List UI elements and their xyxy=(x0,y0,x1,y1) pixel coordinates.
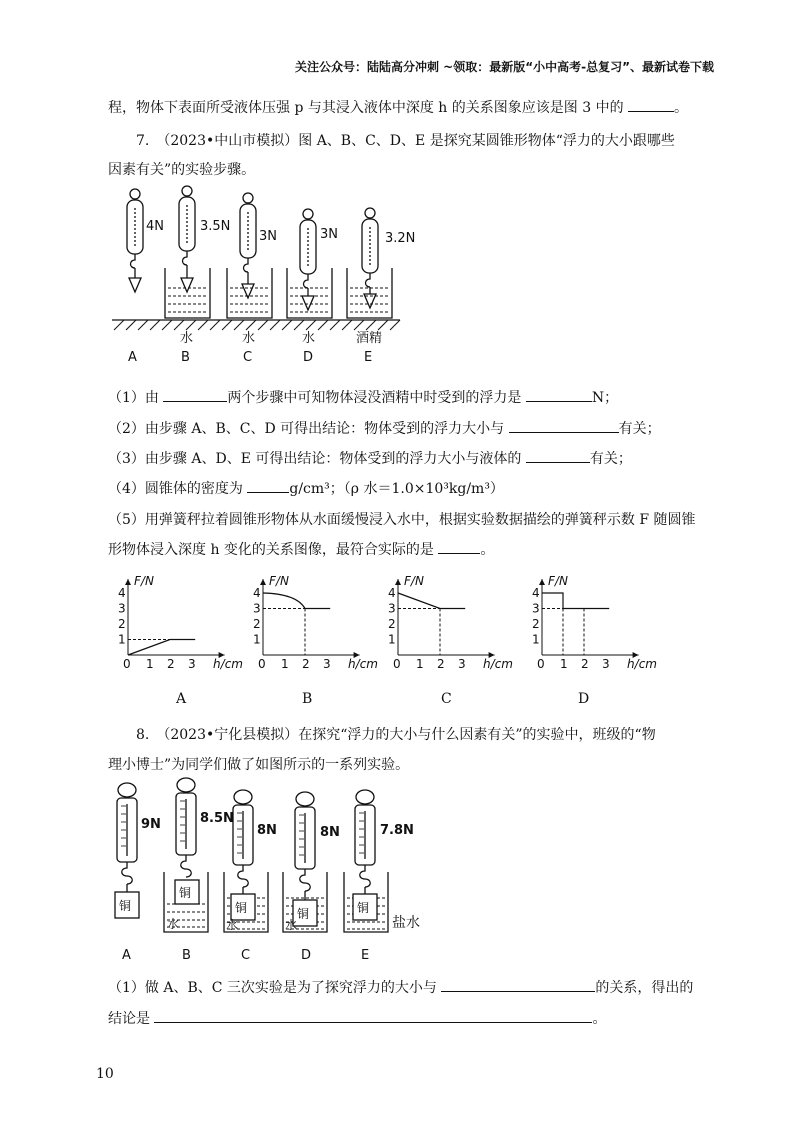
y-axis-label: F/N xyxy=(134,574,154,589)
x-tick-label: 2 xyxy=(302,657,310,671)
label-a: A xyxy=(128,350,137,365)
liquid-e: 酒精 xyxy=(356,331,383,346)
series-line xyxy=(128,640,195,656)
x-tick-label: 3 xyxy=(602,657,610,671)
label-b: B xyxy=(182,948,191,963)
text: 形物体浸入深度 h 变化的关系图像，最符合实际的是 xyxy=(108,542,434,558)
text: N； xyxy=(591,390,619,406)
y-axis-label: F/N xyxy=(548,574,568,589)
y-tick-label: 3 xyxy=(388,601,396,616)
y-tick-label: 1 xyxy=(253,632,261,647)
graph-option-d: D xyxy=(578,691,590,707)
y-tick-label: 1 xyxy=(388,632,396,647)
q8-stem-1: 8. （2023•宁化县模拟）在探究“浮力的大小与什么因素有关”的实验中，班级的“物 xyxy=(136,727,656,743)
label-c: C xyxy=(241,948,251,963)
salt-water-label: 盐水 xyxy=(392,915,420,931)
q7-part-3 xyxy=(108,448,632,468)
page-number: 10 xyxy=(96,1066,114,1082)
q8-experiment-figure xyxy=(0,776,800,966)
copper-block-c: 铜 xyxy=(235,901,248,915)
q7-graph-options xyxy=(0,564,800,674)
text: 。 xyxy=(592,1011,607,1027)
q8-part-1 xyxy=(108,977,693,997)
y-tick-label: 3 xyxy=(532,601,540,616)
y-tick-label: 4 xyxy=(388,586,396,600)
reading-a: 9N xyxy=(141,817,161,832)
q7-part-2 xyxy=(108,418,661,438)
y-axis-arrow xyxy=(539,579,545,585)
liquid-d: 水 xyxy=(302,331,316,346)
series-line xyxy=(263,593,330,609)
label-b: B xyxy=(181,350,190,365)
reading-c: 3N xyxy=(259,229,277,244)
x-tick-label: 2 xyxy=(581,657,589,671)
reading-b: 3.5N xyxy=(200,219,231,234)
answer-blank xyxy=(247,479,289,493)
text: （1）由 xyxy=(108,390,159,406)
answer-blank xyxy=(154,1009,592,1023)
x-tick-label: 1 xyxy=(560,657,568,671)
reading-e: 3.2N xyxy=(385,231,416,246)
x-tick-label: 1 xyxy=(281,657,289,671)
x-tick-label: 2 xyxy=(167,657,175,671)
y-tick-label: 4 xyxy=(118,586,126,600)
q7-stem-2: 因素有关”的实验步骤。 xyxy=(108,162,256,178)
label-e: E xyxy=(361,948,370,963)
x-axis-label: h/cm xyxy=(348,657,378,671)
q7-part-5a: （5）用弹簧秤拉着圆锥形物体从水面缓慢浸入水中，根据实验数据描绘的弹簧秤示数 F 随圆锥 xyxy=(108,512,696,528)
y-tick-label: 3 xyxy=(118,601,126,616)
y-tick-label: 2 xyxy=(118,617,126,631)
text: 有关； xyxy=(618,421,661,437)
x-tick-label: 0 xyxy=(537,657,545,671)
reading-e: 7.8N xyxy=(380,823,414,838)
label-d: D xyxy=(301,948,312,963)
label-e: E xyxy=(364,350,373,365)
text: （3）由步骤 A、D、E 可得出结论：物体受到的浮力大小与液体的 xyxy=(108,451,522,467)
series-line xyxy=(542,593,609,609)
text: （1）做 A、B、C 三次实验是为了探究浮力的大小与 xyxy=(108,980,437,996)
label-d: D xyxy=(303,350,314,365)
text: 程，物体下表面所受液体压强 p 与其浸入液体中深度 h 的关系图象应该是图 3 中的 xyxy=(108,100,624,116)
y-tick-label: 2 xyxy=(253,617,261,631)
water-label-c: 水 xyxy=(226,918,239,932)
answer-blank xyxy=(526,388,592,402)
text: 。 xyxy=(480,542,495,558)
x-axis-label: h/cm xyxy=(627,657,657,671)
answer-blank xyxy=(441,978,595,992)
y-axis-label: F/N xyxy=(404,574,424,589)
liquid-c: 水 xyxy=(242,331,256,346)
q8-stem-2: 理小博士”为同学们做了如图所示的一系列实验。 xyxy=(108,757,410,773)
y-tick-label: 4 xyxy=(253,586,261,600)
y-axis-arrow xyxy=(125,579,131,585)
x-axis-label: h/cm xyxy=(213,657,243,671)
answer-blank xyxy=(628,98,674,112)
graph-option-c: C xyxy=(441,691,452,707)
y-axis-arrow xyxy=(395,579,401,585)
x-axis-label: h/cm xyxy=(483,657,513,671)
x-tick-label: 1 xyxy=(146,657,154,671)
copper-block-d: 铜 xyxy=(297,907,310,921)
q7-part-1 xyxy=(108,387,618,407)
water-label-b: 水 xyxy=(167,917,180,931)
answer-blank xyxy=(509,419,619,433)
label-c: C xyxy=(243,350,253,365)
x-tick-label: 0 xyxy=(258,657,266,671)
y-tick-label: 2 xyxy=(532,617,540,631)
q7-part-5b xyxy=(108,539,494,559)
x-tick-label: 3 xyxy=(458,657,466,671)
text: g/cm³；（ρ 水＝1.0×10³kg/m³） xyxy=(289,481,504,497)
text: 。 xyxy=(674,100,689,116)
text: 两个步骤中可知物体浸没酒精中时受到的浮力是 xyxy=(227,390,522,406)
reading-b: 8.5N xyxy=(200,811,234,826)
copper-block-b: 铜 xyxy=(179,886,192,900)
y-tick-label: 2 xyxy=(388,617,396,631)
y-tick-label: 3 xyxy=(253,601,261,616)
reading-c: 8N xyxy=(257,823,277,838)
copper-block-a: 铜 xyxy=(119,899,132,913)
copper-block-e: 铜 xyxy=(357,901,370,915)
x-tick-label: 0 xyxy=(393,657,401,671)
x-tick-label: 2 xyxy=(437,657,445,671)
reading-d: 3N xyxy=(320,227,338,242)
graph-option-a: A xyxy=(176,691,187,707)
y-tick-label: 1 xyxy=(532,632,540,647)
q7-part-4 xyxy=(108,478,504,498)
x-tick-label: 1 xyxy=(416,657,424,671)
page-header: 关注公众号：陆陆高分冲刺 ~领取：最新版“小中高考-总复习”、最新试卷下载 xyxy=(295,60,714,74)
q8-part-1-conclusion xyxy=(108,1008,606,1028)
answer-blank xyxy=(438,540,480,554)
series-line xyxy=(398,593,465,609)
reading-d: 8N xyxy=(320,825,340,840)
q7-stem-1: 7. （2023•中山市模拟）图 A、B、C、D、E 是探究某圆锥形物体“浮力的大小跟哪些 xyxy=(136,133,675,149)
y-axis-arrow xyxy=(260,579,266,585)
text: 的关系，得出的 xyxy=(595,980,694,996)
x-tick-label: 0 xyxy=(123,657,131,671)
q7-experiment-figure xyxy=(0,180,800,370)
label-a: A xyxy=(122,948,131,963)
y-tick-label: 4 xyxy=(532,586,540,600)
text: （4）圆锥体的密度为 xyxy=(108,481,243,497)
water-label-d: 水 xyxy=(285,918,298,932)
liquid-b: 水 xyxy=(180,331,194,346)
text: 有关； xyxy=(589,451,632,467)
answer-blank xyxy=(526,449,590,463)
text: 结论是 xyxy=(108,1011,150,1027)
reading-a: 4N xyxy=(146,219,164,234)
x-tick-label: 3 xyxy=(323,657,331,671)
prev-question-tail xyxy=(108,97,688,117)
x-tick-label: 3 xyxy=(188,657,196,671)
graph-option-b: B xyxy=(302,691,313,707)
y-tick-label: 1 xyxy=(118,632,126,647)
answer-blank xyxy=(163,388,227,402)
y-axis-label: F/N xyxy=(269,574,289,589)
text: （2）由步骤 A、B、C、D 可得出结论：物体受到的浮力大小与 xyxy=(108,421,505,437)
